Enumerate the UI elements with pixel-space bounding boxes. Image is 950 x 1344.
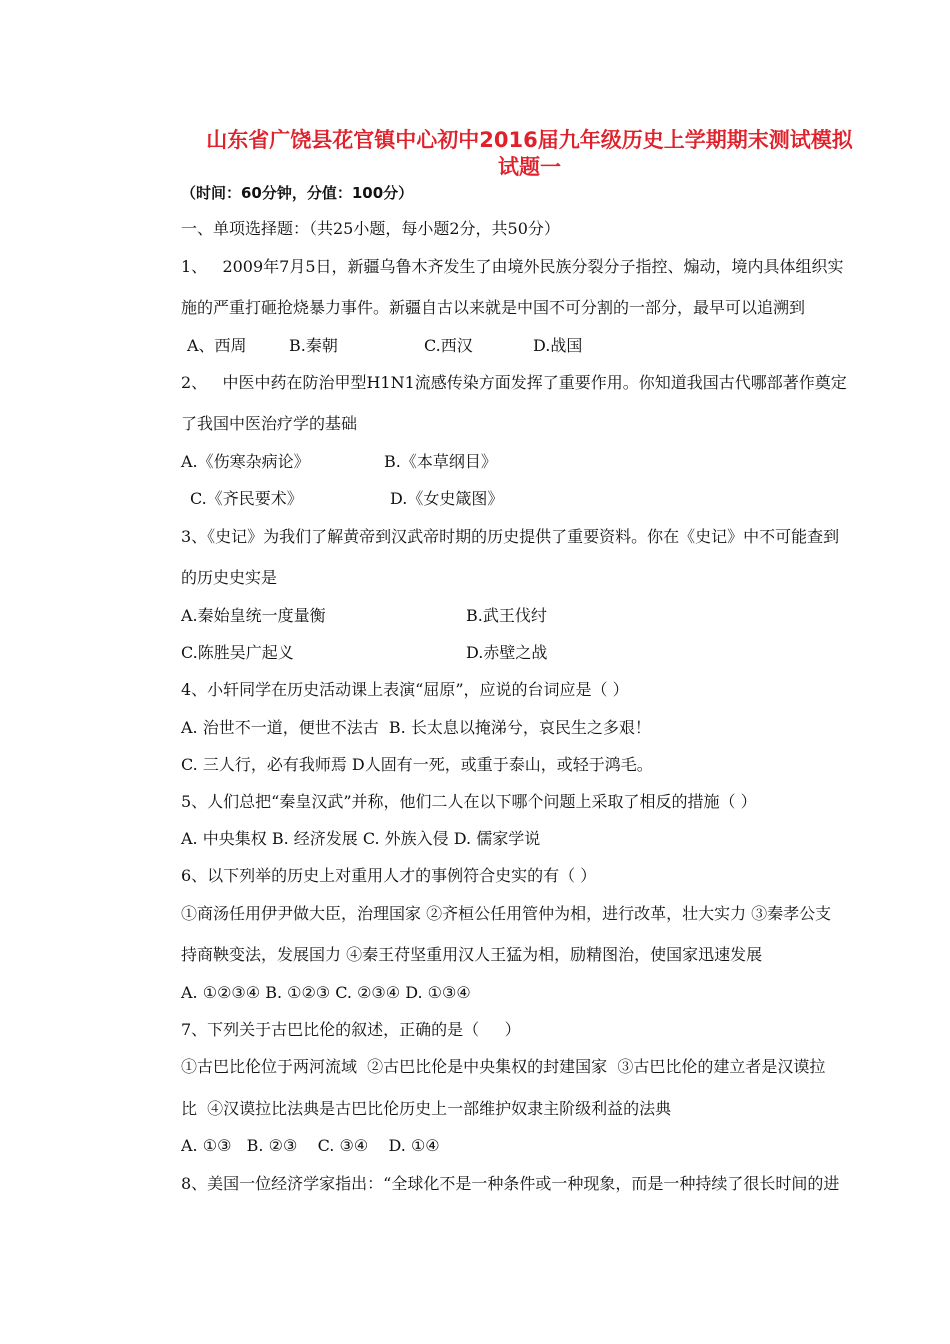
question-2-line2: 了我国中医治疗学的基础	[181, 414, 358, 433]
exam-time-score: （时间：60分钟，分值：100分）	[181, 184, 414, 202]
question-1-option-c: C.西汉	[424, 336, 473, 355]
question-1-option-a: A、西周	[187, 336, 247, 355]
question-4-options-ab: A. 治世不一道，便世不法古 B. 长太息以掩涕兮，哀民生之多艰！	[181, 718, 651, 737]
document-title-line1: 山东省广饶县花官镇中心初中2016届九年级历史上学期期末测试模拟	[206, 128, 853, 152]
question-7-line2: ①古巴比伦位于两河流域 ②古巴比伦是中央集权的封建国家 ③古巴比伦的建立者是汉谟拉	[181, 1057, 826, 1076]
question-6-line2: ①商汤任用伊尹做大臣，治理国家 ②齐桓公任用管仲为相，进行改革，壮大实力 ③秦孝公支	[181, 904, 832, 923]
question-3-option-c: C.陈胜吴广起义	[181, 643, 294, 662]
question-6-line1: 6、以下列举的历史上对重用人才的事例符合史实的有（ ）	[181, 866, 597, 885]
question-3-line1: 3、《史记》为我们了解黄帝到汉武帝时期的历史提供了重要资料。你在《史记》中不可能查到	[181, 527, 840, 546]
question-5-line1: 5、人们总把“秦皇汉武”并称，他们二人在以下哪个问题上采取了相反的措施（ ）	[181, 792, 757, 811]
question-1-line2: 施的严重打砸抢烧暴力事件。新疆自古以来就是中国不可分割的一部分，最早可以追溯到	[181, 298, 806, 317]
question-2-option-d: D.《女史箴图》	[390, 489, 504, 508]
question-1-option-d: D.战国	[533, 336, 583, 355]
question-5-options: A. 中央集权 B. 经济发展 C. 外族入侵 D. 儒家学说	[181, 829, 541, 848]
question-3-option-b: B.武王伐纣	[466, 606, 547, 625]
question-8-line1: 8、美国一位经济学家指出：“全球化不是一种条件或一种现象，而是一种持续了很长时间的进	[181, 1174, 840, 1193]
question-1-line1: 1、 2009年7月5日，新疆乌鲁木齐发生了由境外民族分裂分子指控、煽动，境内具体组织实	[181, 257, 844, 276]
question-3-option-d: D.赤壁之战	[466, 643, 548, 662]
document-title-line2: 试题一	[498, 155, 561, 179]
question-6-line3: 持商鞅变法，发展国力 ④秦王苻坚重用汉人王猛为相，励精图治，使国家迅速发展	[181, 945, 763, 964]
question-1-option-b: B.秦朝	[289, 336, 338, 355]
question-2-option-c: C.《齐民要术》	[190, 489, 303, 508]
question-4-line1: 4、小轩同学在历史活动课上表演“屈原”，应说的台词应是（ ）	[181, 680, 629, 699]
question-7-line1: 7、下列关于古巴比伦的叙述，正确的是（ ）	[181, 1020, 521, 1039]
question-4-options-cd: C. 三人行，必有我师焉 D人固有一死，或重于泰山，或轻于鸿毛。	[181, 755, 653, 774]
question-2-option-b: B.《本草纲目》	[384, 452, 497, 471]
question-3-line2: 的历史史实是	[181, 568, 278, 587]
question-6-options: A. ①②③④ B. ①②③ C. ②③④ D. ①③④	[181, 983, 471, 1002]
question-7-line3: 比 ④汉谟拉比法典是古巴比伦历史上一部维护奴隶主阶级利益的法典	[181, 1099, 672, 1118]
question-7-options: A. ①③ B. ②③ C. ③④ D. ①④	[181, 1136, 440, 1155]
question-3-option-a: A.秦始皇统一度量衡	[181, 606, 326, 625]
question-2-option-a: A.《伤寒杂病论》	[181, 452, 310, 471]
question-2-line1: 2、 中医中药在防治甲型H1N1流感传染方面发挥了重要作用。你知道我国古代哪部著作奠定	[181, 373, 847, 392]
section-heading: 一、单项选择题：（共25小题，每小题2分，共50分）	[181, 219, 560, 238]
